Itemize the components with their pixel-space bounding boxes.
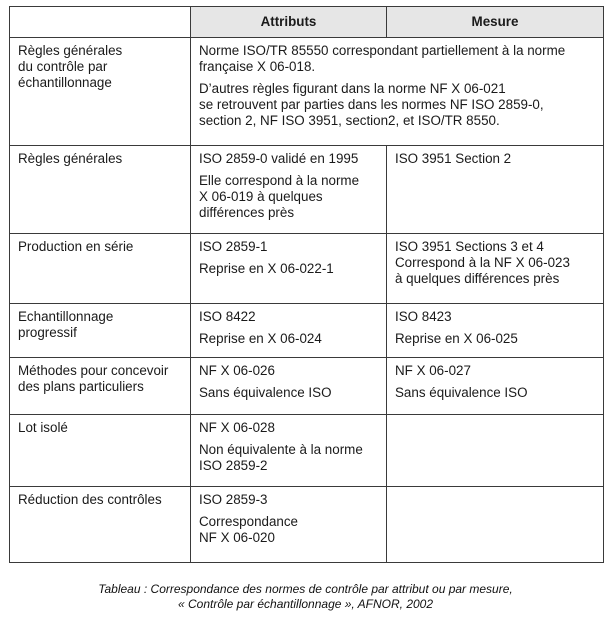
row-label bbox=[10, 415, 191, 487]
mesure-cell bbox=[387, 146, 604, 234]
attributs-cell bbox=[191, 234, 387, 304]
cell-text: Sans équivalence ISO bbox=[199, 385, 332, 400]
cell-text: Sans équivalence ISO bbox=[395, 385, 528, 400]
attributs-cell bbox=[191, 487, 387, 563]
cell-text: Reprise en X 06-022-1 bbox=[199, 261, 334, 276]
mesure-cell-empty bbox=[387, 415, 604, 487]
cell-text: Norme ISO/TR 85550 correspondant partiellement à la norme française X 06-018. bbox=[199, 43, 566, 74]
attributs-cell bbox=[191, 146, 387, 234]
attributs-cell bbox=[191, 358, 387, 415]
row-label-text: Lot isolé bbox=[18, 420, 68, 435]
table-row bbox=[10, 234, 604, 304]
header-attributs: Attributs bbox=[191, 7, 387, 38]
row-label bbox=[10, 487, 191, 563]
header-blank-cell bbox=[10, 7, 191, 38]
row-label bbox=[10, 234, 191, 304]
cell-text: NF X 06-028 bbox=[199, 420, 275, 435]
row-label-text: Réduction des contrôles bbox=[18, 492, 162, 507]
cell-text: Elle correspond à la norme X 06-019 à quelques différences près bbox=[199, 173, 360, 220]
mesure-cell bbox=[387, 358, 604, 415]
row-label-text: Règles générales bbox=[18, 151, 123, 166]
cell-text: ISO 2859-0 validé en 1995 bbox=[199, 151, 359, 166]
standards-table bbox=[9, 6, 604, 563]
mesure-cell bbox=[387, 304, 604, 358]
row-label bbox=[10, 358, 191, 415]
attributs-cell bbox=[191, 415, 387, 487]
attributs-cell bbox=[191, 304, 387, 358]
cell-text: ISO 8422 bbox=[199, 309, 256, 324]
mesure-cell bbox=[387, 234, 604, 304]
table-row bbox=[10, 358, 604, 415]
table-row bbox=[10, 146, 604, 234]
cell-text: Reprise en X 06-024 bbox=[199, 331, 322, 346]
cell-text: ISO 2859-1 bbox=[199, 239, 268, 254]
row-label bbox=[10, 146, 191, 234]
row-label bbox=[10, 38, 191, 146]
table-row bbox=[10, 304, 604, 358]
row-label-text: Production en série bbox=[18, 239, 134, 254]
row-label bbox=[10, 304, 191, 358]
merged-cell bbox=[191, 38, 604, 146]
cell-text: NF X 06-026 bbox=[199, 363, 275, 378]
row-label-text: Echantillonnage progressif bbox=[18, 309, 114, 340]
table-row bbox=[10, 487, 604, 563]
cell-text: D’autres règles figurant dans la norme NF X 06-021 se retrouvent par parties dans les normes NF ISO 2859-0, section 2, NF ISO 3951, section2, et ISO/TR 8550. bbox=[199, 81, 544, 128]
row-label-text: Méthodes pour concevoir des plans particuliers bbox=[18, 363, 169, 394]
row-label-text: Règles générales du contrôle par échantillonnage bbox=[18, 43, 123, 90]
caption-line-1: Tableau : Correspondance des normes de contrôle par attribut ou par mesure, bbox=[98, 582, 513, 596]
table-row bbox=[10, 415, 604, 487]
cell-text: ISO 3951 Section 2 bbox=[395, 151, 512, 166]
cell-text: Correspondance NF X 06-020 bbox=[199, 514, 299, 545]
mesure-cell-empty bbox=[387, 487, 604, 563]
cell-text: Reprise en X 06-025 bbox=[395, 331, 518, 346]
header-mesure: Mesure bbox=[387, 7, 604, 38]
table-header-row bbox=[10, 7, 604, 38]
cell-text: ISO 3951 Sections 3 et 4 Correspond à la NF X 06-023 à quelques différences près bbox=[395, 239, 570, 286]
table-row bbox=[10, 38, 604, 146]
cell-text: ISO 2859-3 bbox=[199, 492, 268, 507]
cell-text: ISO 8423 bbox=[395, 309, 452, 324]
cell-text: NF X 06-027 bbox=[395, 363, 471, 378]
cell-text: Non équivalente à la norme ISO 2859-2 bbox=[199, 442, 363, 473]
caption-line-2: « Contrôle par échantillonnage », AFNOR, 2002 bbox=[177, 597, 434, 611]
table-caption bbox=[0, 582, 611, 612]
